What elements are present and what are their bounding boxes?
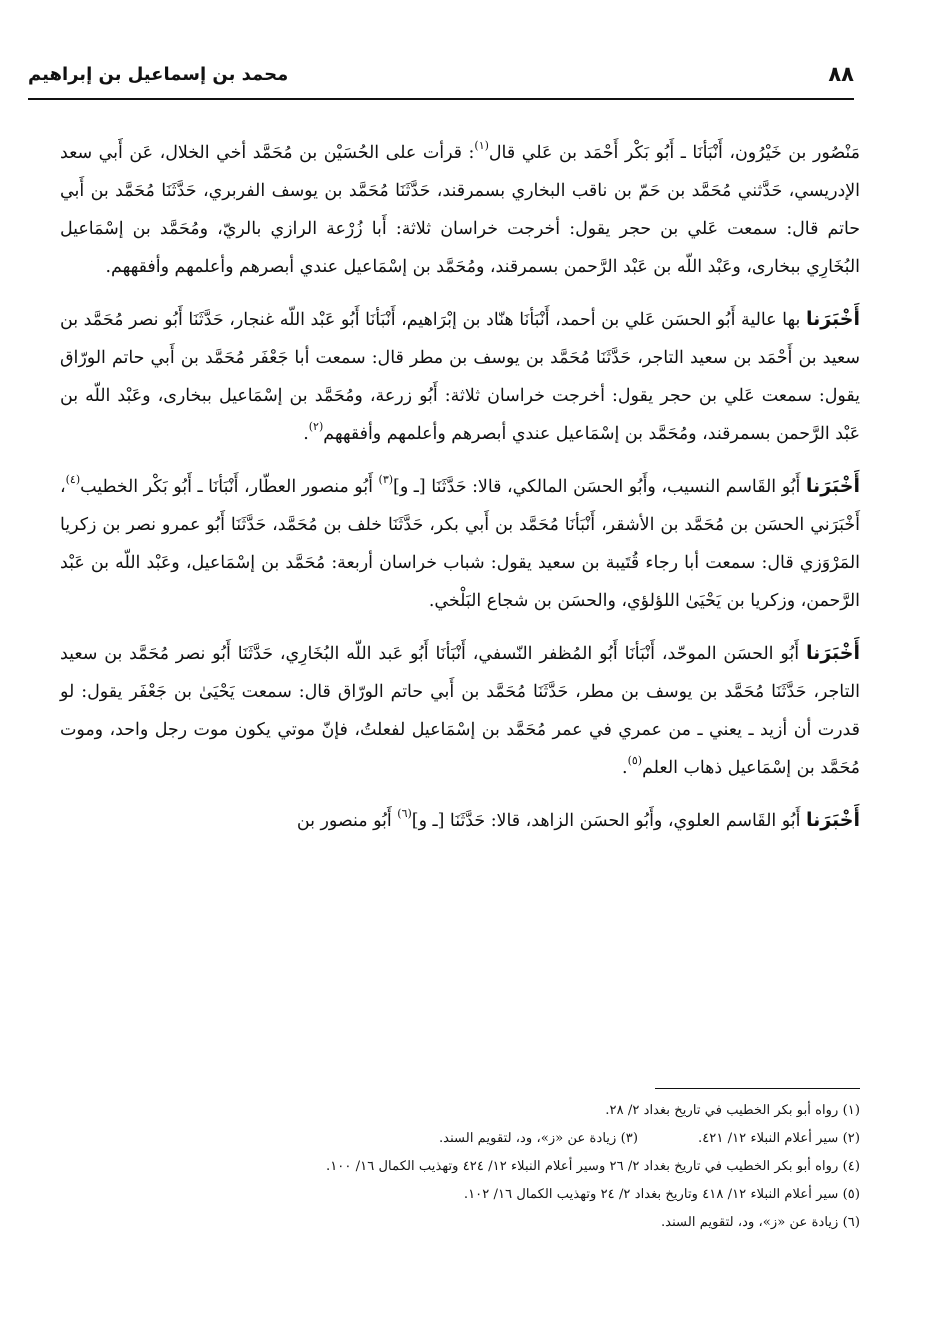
narration-lead-word: أَخْبَرَنا xyxy=(805,308,860,330)
paragraph-text: ، أَخْبَرَني الحسَن بن مُحَمَّد بن الأشقر، أَنْبَأنَا مُحَمَّد بن أَبي بكر، حَدَّثَنَا خلف بن مُحَمَّد، حَدَّثَنَا أَبُو عمرو نصر بن زكريا المَرْوَزي قال: سمعت أبا رجاء قُتَيبة بن سعيد يقول: شباب خراسان أربعة: مُحَمَّد بن إسْمَاعيل، وعَبْد اللّه بن عَبْد الرَّحمن، وزكريا بن يَحْيَىٰ اللؤلؤي، والحسَن بن شجاع البَلْخي. xyxy=(60,477,860,611)
paragraph-text: مَنْصُور بن خَيْرُون، أَنْبَأنَا ـ أَبُو بَكْر أَحْمَد بن عَلي قال xyxy=(488,143,860,163)
footnote-4: (٤) رواه أبو بكر الخطيب في تاريخ بغداد ٢/ ٢٦ وسير أعلام النبلاء ١٢/ ٤٢٤ وتهذيب الكمال ١٦/ ١٠٠. xyxy=(326,1159,860,1174)
footnote-marker: (٥) xyxy=(627,754,643,767)
narration-lead-word: أَخْبَرَنا xyxy=(805,642,860,664)
page-number: ٨٨ xyxy=(828,62,854,86)
paragraph xyxy=(60,300,860,453)
paragraph-text: . xyxy=(622,758,628,778)
footnote-2: (٢) سير أعلام النبلاء ١٢/ ٤٢١. xyxy=(697,1131,860,1146)
paragraph-text: أَبُو الحسَن الموحّد، أَنْبَأنَا أَبُو المُظفر النّسفي، أَنْبَأنَا أَبُو عَبد اللّه البُخَارِي، حَدَّثَنَا أَبُو نصر مُحَمَّد بن سعيد التاجر، حَدَّثَنَا مُحَمَّد بن يوسف بن مطر، حَدَّثَنَا مُحَمَّد بن أَبي حاتم الورّاق قال: سمعت يَحْيَىٰ بن جَعْفَر يقول: لو قدرت أن أزيد ـ يعني ـ من عمري في عمر مُحَمَّد بن إسْمَاعيل لفعلتُ، فإنّ موتي يكون موت رجل واحد، وموت مُحَمَّد بن إسْمَاعيل ذهاب العلم xyxy=(60,644,860,778)
footnote-5: (٥) سير أعلام النبلاء ١٢/ ٤١٨ وتاريخ بغداد ٢/ ٢٤ وتهذيب الكمال ١٦/ ١٠٢. xyxy=(463,1187,860,1202)
footnote-marker: (١) xyxy=(474,139,489,152)
paragraph-text: أَبُو منصور العطّار، أَنْبَأنَا ـ أَبُو بَكْر الخطيب xyxy=(80,477,379,497)
footnote-marker: (٢) xyxy=(308,420,324,433)
narration-lead-word: أَخْبَرَنا xyxy=(805,475,860,497)
page-header xyxy=(28,58,854,100)
paragraph xyxy=(60,134,860,286)
paragraph-text: . xyxy=(303,424,309,444)
paragraph-text: : قرأت على الحُسَيْن بن مُحَمَّد أخي الخلال، عَن أَبي سعد الإدريسي، حَدَّثني مُحَمَّد بن حَمّ بن ناقب البخاري بسمرقند، حَدَّثَنَا مُحَمَّد بن يوسف الفربري، حَدَّثَنَا مُحَمَّد بن أَبي حاتم قال: سمعت عَلي بن حجر يقول: أخرجت خراسان ثلاثة: أَبا زُرْعة الرازي بالريّ، ومُحَمَّد بن إسْمَاعيل البُخَارِي ببخارى، وعَبْد اللّه بن عَبْد الرَّحمن بسمرقند، ومُحَمَّد بن إسْمَاعيل عندي أبصرهم وأعلمهم وأفقههم. xyxy=(60,143,860,277)
paragraph-text: أَبُو القَاسم العلوي، وأَبُو الحسَن الزاهد، قالا: حَدَّثَنَا [ـ و] xyxy=(411,811,806,831)
running-head: محمد بن إسماعيل بن إبراهيم xyxy=(28,64,289,85)
narration-lead-word: أَخْبَرَنا xyxy=(805,809,860,831)
main-text xyxy=(60,134,860,840)
paragraph-text: أَبُو منصور بن xyxy=(296,811,398,831)
footnotes xyxy=(60,1097,860,1237)
footnote-1: (١) رواه أبو بكر الخطيب في تاريخ بغداد ٢/ ٢٨. xyxy=(605,1103,860,1118)
footnote-marker: (٣) xyxy=(378,473,394,486)
footnote-marker: (٦) xyxy=(397,807,412,820)
paragraph xyxy=(60,634,860,787)
footnote-divider xyxy=(655,1088,860,1089)
footnote-marker: (٤) xyxy=(65,473,81,486)
paragraph-text: أَبُو القَاسم النسيب، وأَبُو الحسَن المالكي، قالا: حَدَّثَنَا [ـ و] xyxy=(393,477,806,497)
paragraph xyxy=(60,801,860,840)
footnote-6: (٦) زيادة عن «ز»، ود، لتقويم السند. xyxy=(660,1215,860,1230)
footnote-3: (٣) زيادة عن «ز»، ود، لتقويم السند. xyxy=(438,1131,638,1146)
paragraph-text: بها عالية أَبُو الحسَن عَلي بن أحمد، أَنْبَأنَا هنّاد بن إبْرَاهيم، أَنْبَأنَا أَبُو عَبْد اللّه غنجار، حَدَّثَنَا أَبُو نصر مُحَمَّد بن سعيد بن أَحْمَد بن سعيد التاجر، حَدَّثَنَا مُحَمَّد بن يوسف بن مطر قال: سمعت أبا جَعْفَر مُحَمَّد بن أَبي حاتم الورّاق يقول: سمعت عَلي بن حجر يقول: أخرجت خراسان ثلاثة: أَبُو زرعة، ومُحَمَّد بن إسْمَاعيل ببخارى، وعَبْد اللّه بن عَبْد الرَّحمن بسمرقند، ومُحَمَّد بن إسْمَاعيل عندي أبصرهم وأعلمهم وأفقههم xyxy=(60,310,860,444)
footnote-row-2-3 xyxy=(60,1125,860,1153)
paragraph xyxy=(60,467,860,620)
